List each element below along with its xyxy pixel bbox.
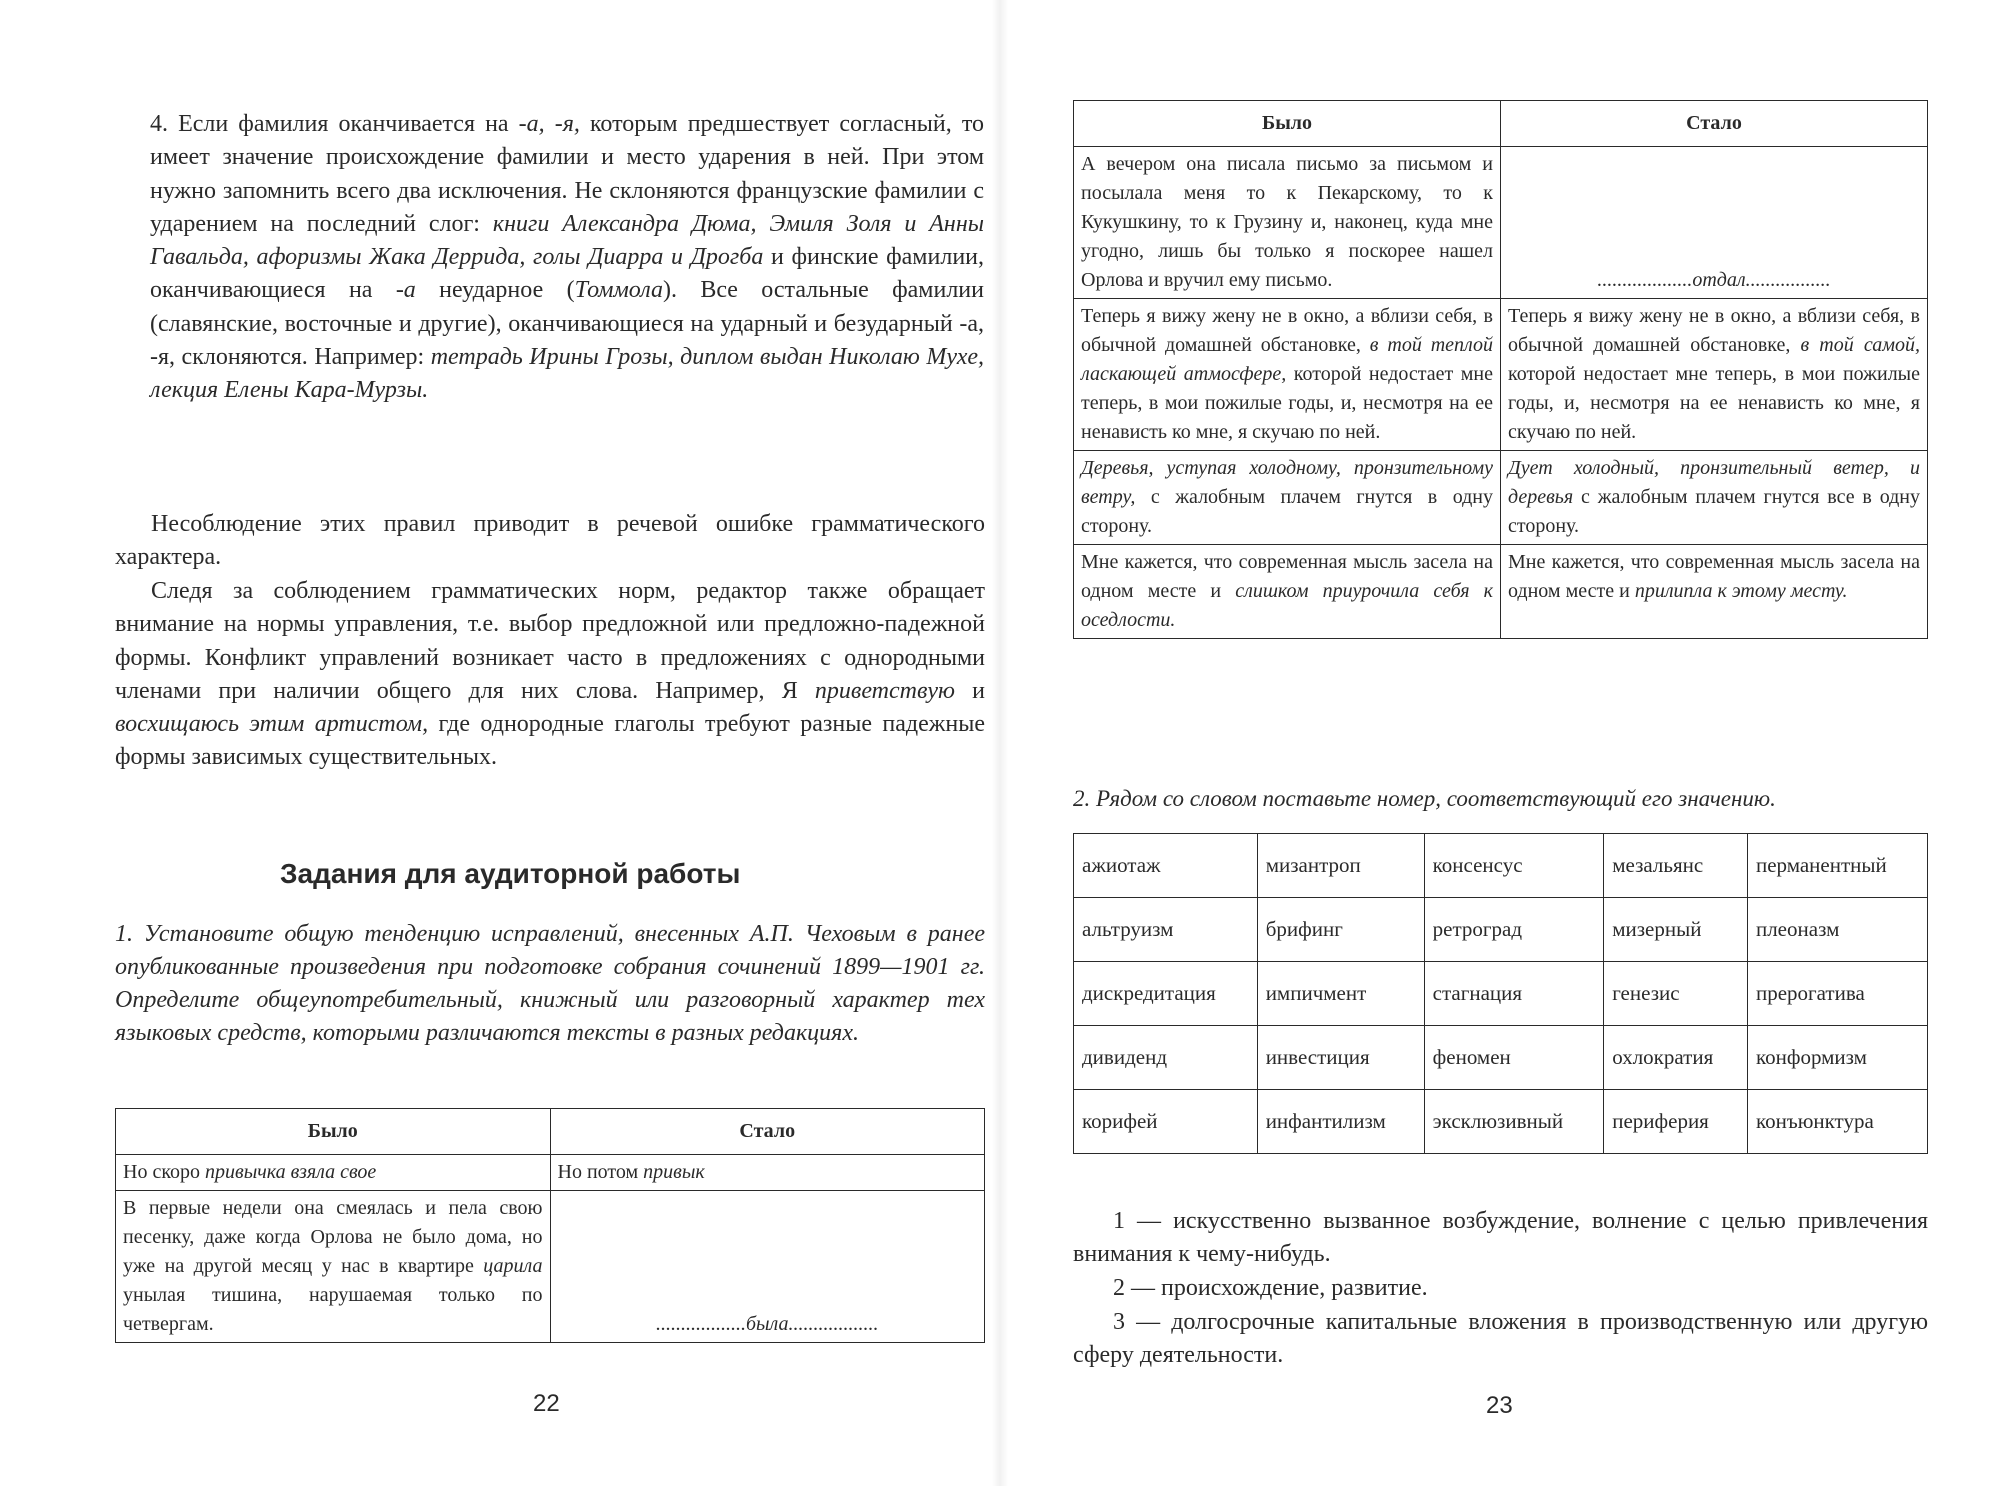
item-4-paragraph: 4. Если фамилия оканчивается на -а, -я, которым предшествует согласный, то имеет значение происхождение фамилии и место ударения в ней. При этом нужно запомнить всего два исключения. Не склоняются французские фамилии с ударением на последний слог: книги Александра Дюма, Эмиля Золя и Анны Гавальда, афоризмы Жака Деррида, голы Диарра и Дрогба и финские фамилии, оканчивающиеся на -а неударное (Томмола). Все остальные фамилии (славянские, восточные и другие), оканчивающиеся на ударный и безударный -а, -я, склоняются. Например: тетрадь Ирины Грозы, диплом выдан Николаю Мухе, лекция Елены Кара-Мурзы. bbox=[150, 111, 985, 404]
page-number-right: 23 bbox=[1486, 1392, 1513, 1419]
table-cell: Теперь я вижу жену не в окно, а вблизи себя, в обычной домашней обстановке, в той теплой ласкающей атмосфере, которой недостает мне теперь, в мои пожилые годы, и, несмотря на ее ненависть ко мне, я скучаю по ней. bbox=[1074, 299, 1501, 451]
term-cell: дивиденд bbox=[1074, 1026, 1258, 1090]
table-row bbox=[1074, 545, 1928, 639]
paragraph-non-compliance: Несоблюдение этих правил приводит в речевой ошибке грамматического характера. bbox=[115, 511, 985, 571]
term-cell: мезальянс bbox=[1604, 834, 1748, 898]
task-1-text: 1. Установите общую тенденцию исправлений, внесенных А.П. Чеховым в ранее опубликованные произведения при подготовке собрания сочинений 1899—1901 гг. Определите общеупотребительный, книжный или разговорный характер тех языковых средств, которыми различаются тексты в разных редакциях. bbox=[115, 921, 985, 1046]
page-number-left: 22 bbox=[533, 1390, 560, 1417]
term-cell: корифей bbox=[1074, 1090, 1258, 1154]
table-row bbox=[1074, 898, 1928, 962]
table-header-row bbox=[1074, 101, 1928, 147]
table-row bbox=[1074, 1090, 1928, 1154]
definition-1: 1 — искусственно вызванное возбуждение, волнение с целью привлечения внимания к чему-нибудь. bbox=[1073, 1208, 1928, 1268]
term-cell: охлократия bbox=[1604, 1026, 1748, 1090]
term-cell: генезис bbox=[1604, 962, 1748, 1026]
table-header-row bbox=[116, 1109, 985, 1155]
term-cell: периферия bbox=[1604, 1090, 1748, 1154]
term-cell: ретроград bbox=[1424, 898, 1604, 962]
task-2-text: 2. Рядом со словом поставьте номер, соответствующий его значению. bbox=[1073, 786, 1776, 811]
term-cell: дискредитация bbox=[1074, 962, 1258, 1026]
right-page bbox=[1000, 0, 2000, 1486]
term-cell: плеоназм bbox=[1747, 898, 1927, 962]
table-cell-blank: ..................была.................. bbox=[550, 1191, 985, 1343]
table-row bbox=[1074, 834, 1928, 898]
table-cell-blank: ...................отдал................. bbox=[1501, 147, 1928, 299]
term-cell: альтруизм bbox=[1074, 898, 1258, 962]
term-cell: ажиотаж bbox=[1074, 834, 1258, 898]
table-cell: Но потом привык bbox=[550, 1155, 985, 1191]
table-cell: Мне кажется, что современная мысль засела на одном месте и прилипла к этому месту. bbox=[1501, 545, 1928, 639]
term-cell: эксклюзивный bbox=[1424, 1090, 1604, 1154]
definition-3: 3 — долгосрочные капитальные вложения в производственную или другую сферу деятельности. bbox=[1073, 1309, 1928, 1369]
column-header-was: Было bbox=[1074, 101, 1501, 147]
term-cell: инвестиция bbox=[1257, 1026, 1424, 1090]
column-header-became: Стало bbox=[550, 1109, 985, 1155]
column-header-was: Было bbox=[116, 1109, 551, 1155]
table-row bbox=[116, 1155, 985, 1191]
table-cell: Но скоро привычка взяла свое bbox=[116, 1155, 551, 1191]
term-cell: брифинг bbox=[1257, 898, 1424, 962]
table-cell: Мне кажется, что современная мысль засела на одном месте и слишком приурочила себя к оседлости. bbox=[1074, 545, 1501, 639]
term-cell: прерогатива bbox=[1747, 962, 1927, 1026]
table-row bbox=[1074, 962, 1928, 1026]
term-cell: мизерный bbox=[1604, 898, 1748, 962]
column-header-became: Стало bbox=[1501, 101, 1928, 147]
term-cell: перманентный bbox=[1747, 834, 1927, 898]
table-row bbox=[1074, 1026, 1928, 1090]
table-row bbox=[1074, 147, 1928, 299]
term-cell: импичмент bbox=[1257, 962, 1424, 1026]
chekhov-table-part-2 bbox=[1073, 100, 1928, 639]
term-cell: конформизм bbox=[1747, 1026, 1927, 1090]
table-row bbox=[116, 1191, 985, 1343]
section-heading: Задания для аудиторной работы bbox=[280, 858, 741, 889]
term-cell: консенсус bbox=[1424, 834, 1604, 898]
table-cell: В первые недели она смеялась и пела свою песенку, даже когда Орлова не было дома, но уже на другой месяц у нас в квартире царила унылая тишина, нарушаемая только по четвергам. bbox=[116, 1191, 551, 1343]
term-cell: инфантилизм bbox=[1257, 1090, 1424, 1154]
paragraph-government-norms: Следя за соблюдением грамматических норм, редактор также обращает внимание на нормы управления, т.е. выбор предложной или предложно-падежной формы. Конфликт управлений возникает часто в предложениях с однородными членами при наличии общего для них слова. Например, Я приветствую и восхищаюсь этим артистом, где однородные глаголы требуют разные падежные формы зависимых существительных. bbox=[115, 578, 986, 771]
table-row bbox=[1074, 299, 1928, 451]
table-cell: Дует холодный, пронзительный ветер, и деревья с жалобным плачем гнутся все в одну сторону. bbox=[1501, 451, 1928, 545]
term-cell: феномен bbox=[1424, 1026, 1604, 1090]
term-cell: стагнация bbox=[1424, 962, 1604, 1026]
table-cell: Деревья, уступая холодному, пронзительному ветру, с жалобным плачем гнутся в одну сторону. bbox=[1074, 451, 1501, 545]
table-row bbox=[1074, 451, 1928, 545]
definition-2: 2 — происхождение, развитие. bbox=[1113, 1275, 1428, 1301]
table-cell: Теперь я вижу жену не в окно, а вблизи себя, в обычной домашней обстановке, в той самой, которой недостает мне теперь, в мои пожилые годы, и, несмотря на ее ненависть ко мне, я скучаю по ней. bbox=[1501, 299, 1928, 451]
term-cell: конъюнктура bbox=[1747, 1090, 1927, 1154]
terms-table bbox=[1073, 833, 1928, 1154]
term-cell: мизантроп bbox=[1257, 834, 1424, 898]
chekhov-table-part-1 bbox=[115, 1108, 985, 1343]
table-cell: А вечером она писала письмо за письмом и посылала меня то к Пекарскому, то к Кукушкину, то к Грузину и, наконец, куда мне угодно, лишь бы только я поскорее нашел Орлова и вручил ему письмо. bbox=[1074, 147, 1501, 299]
